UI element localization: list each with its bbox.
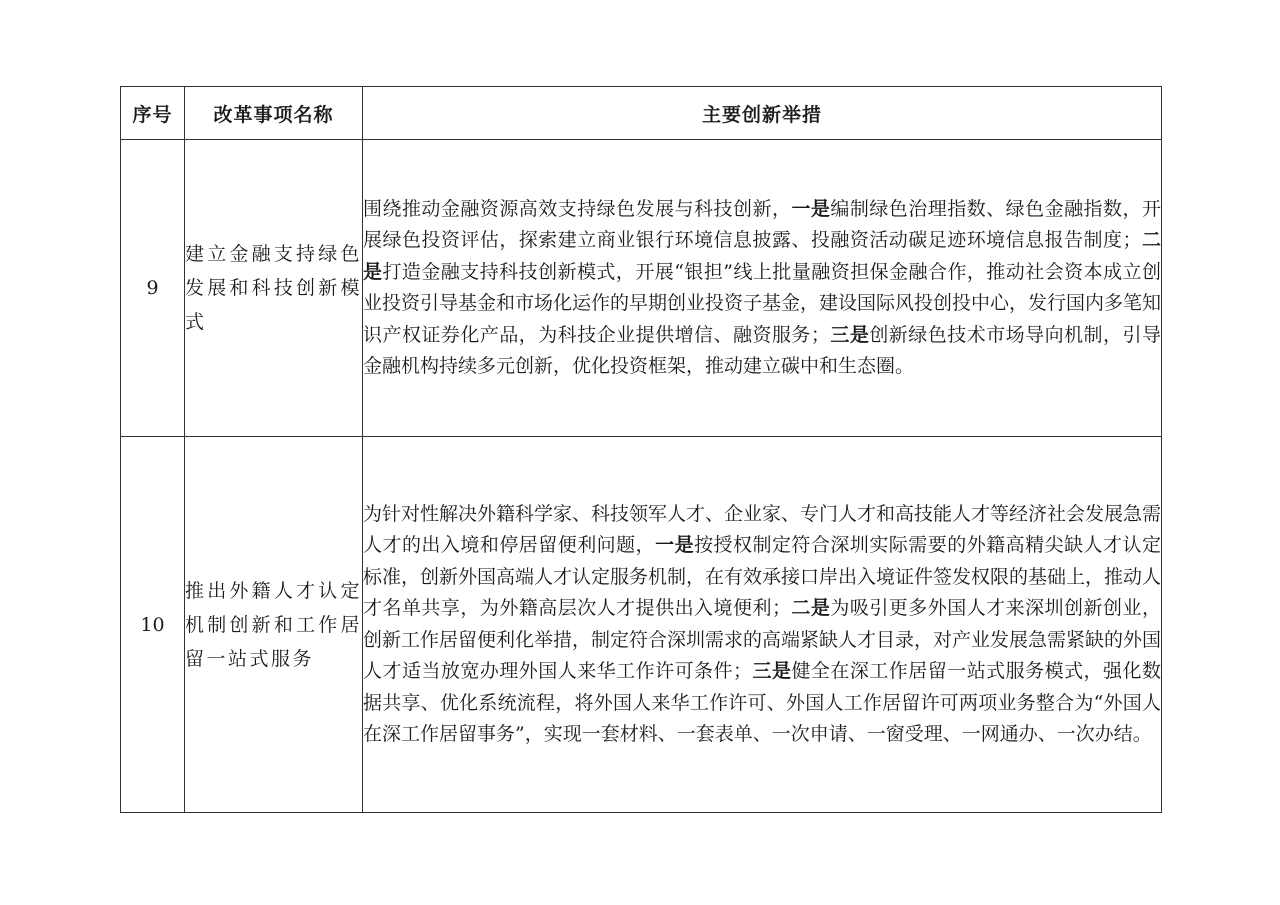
header-innovation-measures: 主要创新举措 [363, 87, 1162, 140]
measure-text-segment: 围绕推动金融资源高效支持绿色发展与科技创新， [363, 197, 792, 220]
measure-ordinal: 一是 [655, 534, 695, 556]
measures-cell [363, 437, 1162, 813]
row-number: 10 [121, 437, 185, 813]
measure-text-segment: 打造金融支持科技创新模式，开展“银担”线上批量融资担保金融合作，推动社会资本成立创业投资引导基金和市场化运作的早期创业投资子基金，建设国际风投创投中心，发行国内多笔知识产权证券化产品，为科技企业提供增信、融资服务； [363, 260, 1162, 346]
measure-text-segment: 编制绿色治理指数、绿色金融指数，开展绿色投资评估，探索建立商业银行环境信息披露、投融资活动碳足迹环境信息报告制度； [363, 197, 1161, 251]
measure-text-segment: 创新绿色技术市场导向机制，引导金融机构持续多元创新，优化投资框架，推动建立碳中和生态圈。 [363, 323, 1161, 377]
measure-text-segment: 按授权制定符合深圳实际需要的外籍高精尖缺人才认定标准，创新外国高端人才认定服务机制，在有效承接口岸出入境证件签发权限的基础上，推动人才名单共享，为外籍高层次人才提供出入境便利； [363, 534, 1162, 619]
measure-ordinal: 一是 [791, 197, 831, 220]
measure-ordinal: 二是 [363, 229, 1161, 283]
reform-measures-table [120, 86, 1162, 813]
header-number: 序号 [121, 87, 185, 140]
reform-name: 建立金融支持绿色发展和科技创新模式 [185, 140, 363, 437]
reform-name: 推出外籍人才认定机制创新和工作居留一站式服务 [185, 437, 363, 813]
measure-ordinal: 三是 [829, 323, 870, 346]
measures-text [363, 194, 1161, 383]
table-row [121, 140, 1162, 437]
measures-cell [363, 140, 1162, 437]
table-row [121, 437, 1162, 813]
measure-text-segment: 健全在深工作居留一站式服务模式，强化数据共享、优化系统流程，将外国人来华工作许可、外国人工作居留许可两项业务整合为“外国人在深工作居留事务”，实现一套材料、一套表单、一次申请、一窗受理、一网通办、一次办结。 [363, 660, 1161, 745]
measure-text-segment: 为吸引更多外国人才来深圳创新创业，创新工作居留便利化举措，制定符合深圳需求的高端紧缺人才目录，对产业发展急需紧缺的外国人才适当放宽办理外国人来华工作许可条件； [363, 597, 1162, 682]
measure-ordinal: 三是 [752, 660, 792, 682]
row-number: 9 [121, 140, 185, 437]
table-header-row [121, 87, 1162, 140]
measure-ordinal: 二是 [790, 597, 831, 619]
measures-text [363, 499, 1161, 751]
header-reform-name: 改革事项名称 [185, 87, 363, 140]
measure-text-segment: 为针对性解决外籍科学家、科技领军人才、企业家、专门人才和高技能人才等经济社会发展急需人才的出入境和停居留便利问题， [363, 502, 1162, 556]
